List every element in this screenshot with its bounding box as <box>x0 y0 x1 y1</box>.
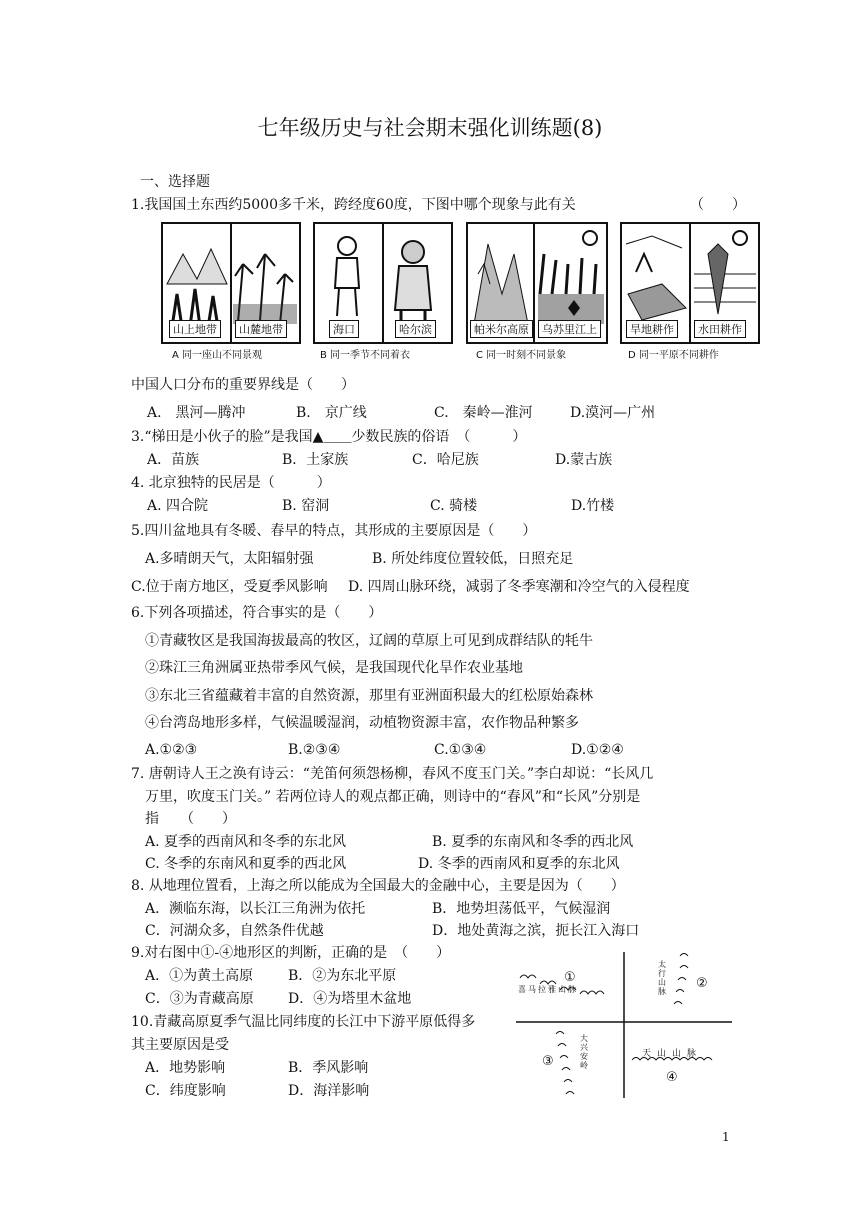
q8-option-d: D．地处黄海之滨，扼长江入海口 <box>432 923 640 939</box>
q8-option-a: A．濒临东海，以长江三角洲为依托 <box>145 901 366 917</box>
q6-option-d: D.①②④ <box>571 742 624 758</box>
q4-option-c: C. 骑楼 <box>430 498 478 514</box>
q10-option-c: C．纬度影响 <box>145 1083 226 1099</box>
q10-option-a: A．地势影响 <box>145 1060 226 1076</box>
q5-option-b: B. 所处纬度位置较低，日照充足 <box>372 551 574 567</box>
terrain-map-figure <box>512 950 734 1100</box>
figure-a-caption: A 同一座山不同景观 <box>172 350 263 361</box>
figure-c-left-label: 帕米尔高原 <box>470 320 533 338</box>
q8-option-c: C．河湖众多，自然条件优越 <box>145 923 324 939</box>
figure-d-caption: D 同一平原不同耕作 <box>628 350 719 361</box>
q3-option-a: A．苗族 <box>147 452 200 468</box>
page-number: 1 <box>722 1130 730 1144</box>
figure-a-right-label: 山麓地带 <box>235 320 287 338</box>
q6-item-3: ③东北三省蕴藏着丰富的自然资源，那里有亚洲面积最大的红松原始森林 <box>145 688 593 704</box>
q6-text: 6.下列各项描述，符合事实的是（ ） <box>131 605 383 621</box>
q9-option-b: B．②为东北平原 <box>288 968 397 984</box>
q4-option-b: B. 窑洞 <box>282 498 330 514</box>
figure-b-caption: B 同一季节不同着衣 <box>320 350 411 361</box>
figure-d-left-label: 旱地耕作 <box>626 320 678 338</box>
q2-option-c: C. 秦岭—淮河 <box>434 405 533 421</box>
q4-option-a: A. 四合院 <box>147 498 209 514</box>
q6-option-c: C.①③④ <box>434 742 487 758</box>
figure-d-right-label: 水田耕作 <box>694 320 746 338</box>
q7-option-c: C. 冬季的东南风和夏季的西北风 <box>145 856 347 872</box>
q8-text: 8. 从地理位置看，上海之所以能成为全国最大的金融中心，主要是因为（ ） <box>131 878 625 894</box>
q9-option-a: A．①为黄土高原 <box>145 968 254 984</box>
figure-c-image <box>466 222 608 344</box>
figure-a-image <box>161 222 301 344</box>
figure-b-right-label: 哈尔滨 <box>395 320 436 338</box>
map-label-1: ① <box>564 970 576 985</box>
q10-option-d: D．海洋影响 <box>288 1083 370 1099</box>
q7-option-a: A. 夏季的西南风和冬季的东北风 <box>145 834 347 850</box>
section-heading: 一、选择题 <box>140 174 210 190</box>
q7-option-d: D. 冬季的西南风和夏季的东北风 <box>418 856 620 872</box>
q10-option-b: B．季风影响 <box>288 1060 369 1076</box>
q5-option-d: D. 四周山脉环绕，减弱了冬季寒潮和冷空气的入侵程度 <box>348 579 690 595</box>
map-label-4: ④ <box>666 1070 678 1085</box>
q3-option-d: D.蒙古族 <box>555 452 613 468</box>
figure-c-right-label: 乌苏里江上 <box>538 320 601 338</box>
q6-option-a: A.①②③ <box>145 742 198 758</box>
map-label-taihang: 太行山脉 <box>658 960 666 996</box>
figure-c-caption: C 同一时刻不同景象 <box>476 350 567 361</box>
q5-option-a: A.多晴朗天气，太阳辐射强 <box>145 551 314 567</box>
terrain-map-lines <box>512 950 734 1100</box>
q7-option-b: B. 夏季的东南风和冬季的西北风 <box>432 834 634 850</box>
figure-d-image <box>620 222 760 344</box>
q7-line-2: 万里，吹度玉门关。” 若两位诗人的观点都正确，则诗中的“春风”和“长风”分别是 <box>145 789 641 805</box>
q2-text: 中国人口分布的重要界线是（ ） <box>131 377 355 393</box>
q9-option-d: D．④为塔里木盆地 <box>288 991 412 1007</box>
q1-bracket: （ ） <box>690 197 746 213</box>
q3-text: 3.“梯田是小伙子的脸”是我国▲＿＿少数民族的俗语 （ ） <box>131 429 527 445</box>
q9-option-c: C．③为青藏高原 <box>145 991 254 1007</box>
q2-option-b: B. 京广线 <box>296 405 367 421</box>
map-label-daxinganling: 大兴安岭 <box>580 1034 588 1070</box>
map-label-2: ② <box>696 976 708 991</box>
figure-b-image <box>313 222 453 344</box>
q10-line-2: 其主要原因是受 <box>131 1037 229 1053</box>
q5-option-c: C.位于南方地区，受夏季风影响 <box>131 579 328 595</box>
q6-item-2: ②珠江三角洲属亚热带季风气候，是我国现代化旱作农业基地 <box>145 660 523 676</box>
q2-option-a: A. 黑河—腾冲 <box>147 405 246 421</box>
map-label-tianshan: 天山山脉 <box>642 1049 703 1059</box>
q8-option-b: B．地势坦荡低平，气候湿润 <box>432 901 611 917</box>
q6-option-b: B.②③④ <box>288 742 341 758</box>
q6-item-4: ④台湾岛地形多样，气候温暖湿润，动植物资源丰富，农作物品种繁多 <box>145 715 579 731</box>
q6-item-1: ①青藏牧区是我国海拔最高的牧区，辽阔的草原上可见到成群结队的牦牛 <box>145 633 593 649</box>
q10-line-1: 10.青藏高原夏季气温比同纬度的长江中下游平原低得多 <box>131 1014 476 1030</box>
q7-line-3: 指 （ ） <box>145 811 236 827</box>
q4-text: 4. 北京独特的民居是（ ） <box>131 475 331 491</box>
figure-b-left-label: 海口 <box>329 320 359 338</box>
q2-option-d: D.漠河—广州 <box>570 405 656 421</box>
map-label-himalaya: 喜马拉雅山脉 <box>518 985 578 994</box>
q7-line-1: 7. 唐朝诗人王之涣有诗云：“羌笛何须怨杨柳，春风不度玉门关。”李白却说：“长风几 <box>131 766 654 782</box>
q3-option-b: B．土家族 <box>282 452 349 468</box>
q9-text: 9.对右图中①-④地形区的判断，正确的是 （ ） <box>131 945 451 961</box>
q1-text: 1.我国国土东西约5000多千米，跨经度60度，下图中哪个现象与此有关 <box>131 197 576 213</box>
page-title: 七年级历史与社会期末强化训练题(8) <box>257 116 603 140</box>
figure-a-left-label: 山上地带 <box>169 320 221 338</box>
q4-option-d: D.竹楼 <box>571 498 615 514</box>
q3-option-c: C．哈尼族 <box>412 452 479 468</box>
map-label-3: ③ <box>542 1054 554 1069</box>
q5-text: 5.四川盆地具有冬暖、春早的特点，其形成的主要原因是（ ） <box>131 523 537 539</box>
